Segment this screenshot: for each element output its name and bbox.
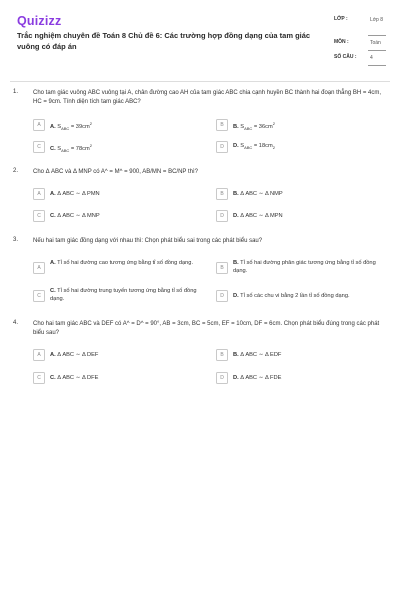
option-value: Δ ABC ∼ Δ MNP bbox=[57, 213, 100, 219]
option-box[interactable]: C bbox=[33, 141, 45, 153]
option-letter: A. bbox=[50, 191, 56, 197]
meta-value: 4 bbox=[370, 55, 373, 61]
option-text bbox=[50, 190, 200, 198]
option-value: Tỉ số hai đường cao tương ứng bằng tỉ số đồng dạng. bbox=[57, 260, 194, 266]
option-box[interactable]: C bbox=[33, 290, 45, 302]
option-letter: D. bbox=[233, 293, 239, 299]
quizizz-logo: Quizizz bbox=[17, 14, 62, 28]
option-letter: A. bbox=[50, 352, 56, 358]
option-box[interactable]: A bbox=[33, 349, 45, 361]
option-text bbox=[50, 351, 200, 359]
meta-label: MÔN : bbox=[334, 39, 349, 45]
option-box[interactable]: A bbox=[33, 119, 45, 131]
option-math: $S_{ABC} = 36cm^2$ bbox=[240, 121, 275, 132]
option-text bbox=[233, 351, 383, 359]
option-letter: A. bbox=[50, 123, 56, 130]
question-text: Nếu hai tam giác đồng dạng với nhau thì: Chọn phát biểu sai trong các phát biểu sau? bbox=[33, 238, 263, 244]
option-letter: D. bbox=[233, 213, 239, 219]
option-text bbox=[233, 142, 383, 152]
option-text bbox=[233, 120, 383, 133]
option-text bbox=[233, 259, 383, 275]
option-text bbox=[50, 287, 200, 303]
option-box[interactable]: B bbox=[216, 349, 228, 361]
option-value: Δ ABC ∼ Δ DFE bbox=[57, 375, 99, 381]
question-number: 3. bbox=[13, 237, 19, 243]
option-letter: A. bbox=[50, 260, 56, 266]
option-box[interactable]: B bbox=[216, 119, 228, 131]
option-letter: C. bbox=[50, 375, 56, 381]
meta-panel bbox=[334, 13, 389, 66]
worksheet-title: Trắc nghiệm chuyên đề Toán 8 Chủ đề 6: Các trường hợp đồng dạng của tam giác vuông có đáp án bbox=[17, 31, 311, 51]
option-math: $S_{ABC} = 39cm^2$ bbox=[57, 121, 92, 132]
question-text: Cho hai tam giác ABC và DEF có A^ = D^ = 90°, AB = 3cm, BC = 5cm, EF = 10cm, DF = 6cm. Chọn phát biểu đúng trong các phát biểu sau? bbox=[33, 321, 380, 336]
option-box[interactable]: A bbox=[33, 262, 45, 274]
option-letter: C. bbox=[50, 213, 56, 219]
option-box[interactable]: B bbox=[216, 262, 228, 274]
meta-underline bbox=[368, 65, 386, 66]
meta-value: Lớp 8 bbox=[370, 17, 384, 23]
option-letter: D. bbox=[233, 375, 239, 381]
option-text bbox=[233, 190, 383, 198]
option-value: Δ ABC ∼ Δ PMN bbox=[57, 191, 100, 197]
question-number: 2. bbox=[13, 168, 19, 174]
option-value: Tỉ số các chu vi bằng 2 lần tỉ số đồng dạng. bbox=[240, 293, 350, 299]
meta-row-subject bbox=[334, 36, 389, 51]
option-box[interactable]: C bbox=[33, 210, 45, 222]
option-box[interactable]: D bbox=[216, 372, 228, 384]
option-letter: D. bbox=[233, 143, 239, 149]
worksheet-header bbox=[0, 0, 400, 82]
option-letter: B. bbox=[233, 191, 239, 197]
option-text bbox=[50, 212, 200, 220]
meta-label: SỐ CÂU : bbox=[334, 54, 357, 60]
option-text bbox=[50, 120, 200, 133]
option-text bbox=[233, 292, 383, 300]
question-text: Cho tam giác vuông ABC vuông tại A, chân đường cao AH của tam giác ABC chia cạnh huyền BC thành hai đoạn thẳng BH = 4cm, HC = 9cm. Tính diện tích tam giác ABC? bbox=[33, 90, 381, 105]
option-value: Δ ABC ∼ Δ FDE bbox=[240, 375, 282, 381]
option-letter: B. bbox=[233, 123, 239, 130]
meta-value: Toán bbox=[370, 40, 381, 46]
option-box[interactable]: D bbox=[216, 290, 228, 302]
option-text bbox=[233, 212, 383, 220]
option-box[interactable]: D bbox=[216, 141, 228, 153]
option-text bbox=[233, 374, 383, 382]
question-text: Cho Δ ABC và Δ MNP có A^ = M^ = 900, AB/MN = BC/NP thì? bbox=[33, 169, 198, 175]
option-box[interactable]: A bbox=[33, 188, 45, 200]
meta-row-grade bbox=[334, 13, 389, 36]
option-letter: C. bbox=[50, 288, 56, 294]
option-math: $S_{ABC} = 18cm_2$ bbox=[240, 143, 275, 151]
meta-label: LỚP : bbox=[334, 16, 348, 22]
option-value: Δ ABC ∼ Δ NMP bbox=[240, 191, 283, 197]
question-number: 1. bbox=[13, 89, 19, 95]
header-divider bbox=[10, 81, 390, 82]
option-value: Tỉ số hai đường trung tuyến tương ứng bằng tỉ số đồng dạng. bbox=[50, 288, 197, 302]
option-value: Δ ABC ∼ Δ DEF bbox=[57, 352, 99, 358]
meta-row-count bbox=[334, 51, 389, 66]
option-text bbox=[50, 142, 200, 155]
option-value: Δ ABC ∼ Δ MPN bbox=[240, 213, 283, 219]
option-box[interactable]: B bbox=[216, 188, 228, 200]
option-letter: B. bbox=[233, 260, 239, 266]
option-box[interactable]: C bbox=[33, 372, 45, 384]
option-text bbox=[50, 259, 200, 267]
option-letter: B. bbox=[233, 352, 239, 358]
question-number: 4. bbox=[13, 320, 19, 326]
option-text bbox=[50, 374, 200, 382]
option-box[interactable]: D bbox=[216, 210, 228, 222]
option-letter: C. bbox=[50, 145, 56, 152]
option-value: Δ ABC ∼ Δ EDF bbox=[240, 352, 282, 358]
option-math: $S_{ABC} = 78cm^2$ bbox=[57, 143, 92, 154]
option-value: Tỉ số hai đường phân giác tương ứng bằng tỉ số đồng dạng. bbox=[233, 260, 376, 274]
